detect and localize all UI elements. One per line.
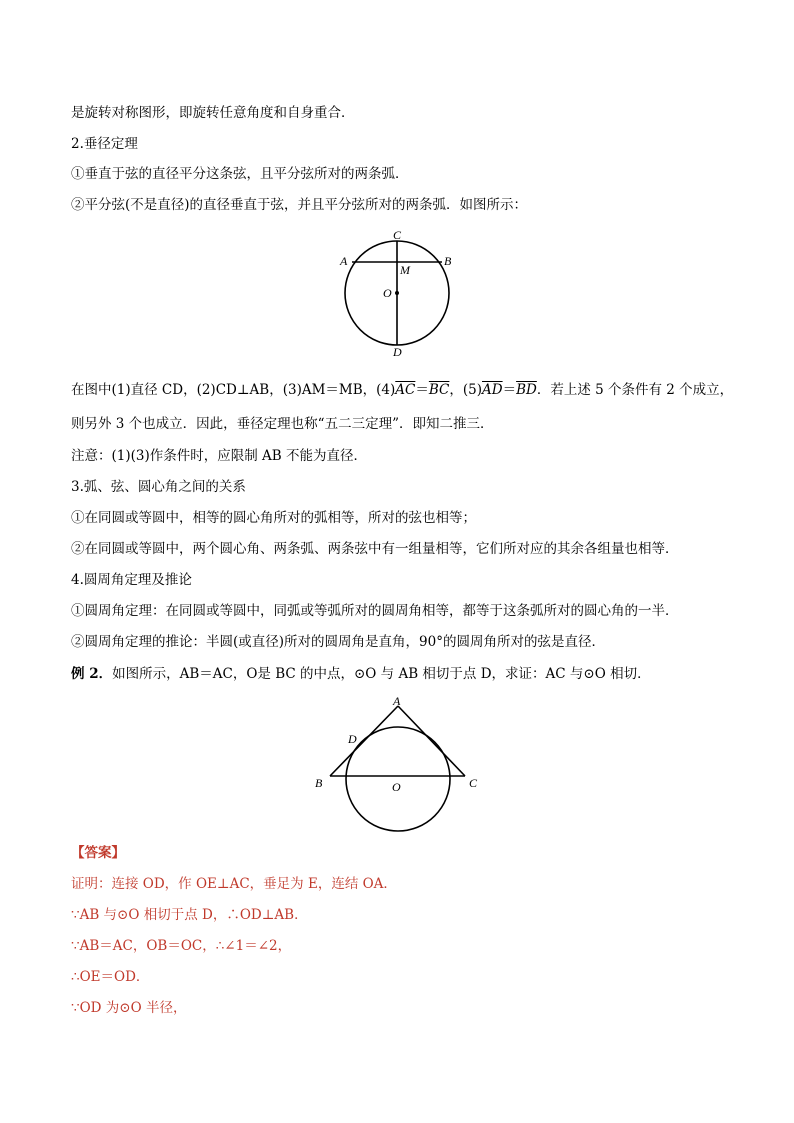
label-d: D bbox=[348, 732, 357, 746]
label-d: D bbox=[393, 345, 402, 359]
text-line: 则另外 3 个也成立．因此，垂径定理也称“五二三定理”．即知二推三． bbox=[71, 416, 494, 432]
text-line-conditions: 在图中(1)直径 CD，(2)CD⊥AB，(3)AM＝MB，$(4)\overline{AC}=\overline{BC}$，$(5)\overline{AD}=\overline{BD}$．若上述 5 个条件有 2 个成立， bbox=[71, 382, 734, 398]
arc-bd: $\overline{BD}$ bbox=[516, 382, 537, 398]
text-line: 是旋转对称图形，即旋转任意角度和自身重合． bbox=[71, 105, 355, 121]
label-m: M bbox=[400, 263, 410, 277]
label-a: A bbox=[340, 254, 348, 268]
section-heading: 2.垂径定理 bbox=[71, 136, 138, 152]
example-label: 例 2． bbox=[71, 666, 113, 682]
circle-o bbox=[346, 727, 450, 831]
label-o: O bbox=[383, 286, 392, 300]
text-line: ②平分弦(不是直径)的直径垂直于弦，并且平分弦所对的两条弧．如图所示： bbox=[71, 197, 528, 213]
label-c: C bbox=[469, 776, 478, 790]
side-ac bbox=[398, 706, 465, 776]
text-line: ②圆周角定理的推论：半圆(或直径)所对的圆周角是直角，90°的圆周角所对的弦是直径． bbox=[71, 634, 605, 650]
answer-line: 证明：连接 OD，作 OE⊥AC，垂足为 E，连结 OA． bbox=[71, 876, 397, 892]
answer-line: ∴OE＝OD． bbox=[71, 969, 150, 985]
answer-line: ∵AB 与⊙O 相切于点 D，∴OD⊥AB． bbox=[71, 907, 308, 923]
section-heading: 3.弧、弦、圆心角之间的关系 bbox=[71, 479, 246, 495]
text-line: ①在同圆或等圆中，相等的圆心角所对的弧相等，所对的弦也相等； bbox=[71, 510, 476, 526]
arc-bc: $\overline{BC}$ bbox=[428, 382, 450, 398]
label-c: C bbox=[393, 228, 402, 242]
center-point bbox=[395, 291, 399, 295]
example-line: 例 2．如图所示，AB＝AC，O是 BC 的中点，⊙O 与 AB 相切于点 D，求证：AC 与⊙O 相切． bbox=[71, 666, 651, 682]
figure-tangent-triangle bbox=[310, 693, 490, 833]
label-b: B bbox=[444, 254, 452, 268]
label-o: O bbox=[392, 780, 401, 794]
figure-perpendicular-diameter bbox=[330, 226, 470, 362]
text-line: ①垂直于弦的直径平分这条弦，且平分弦所对的两条弧． bbox=[71, 166, 409, 182]
label-b: B bbox=[315, 776, 323, 790]
side-ab bbox=[330, 706, 398, 776]
text-line: ②在同圆或等圆中，两个圆心角、两条弧、两条弦中有一组量相等，它们所对应的其余各组量也相等． bbox=[71, 541, 679, 557]
answer-label: 【答案】 bbox=[71, 845, 125, 861]
text-line: ①圆周角定理：在同圆或等圆中，同弧或等弧所对的圆周角相等，都等于这条弧所对的圆心角的一半． bbox=[71, 603, 679, 619]
text-line: 注意：(1)(3)作条件时，应限制 AB 不能为直径． bbox=[71, 448, 367, 464]
arc-ac: $\overline{AC}$ bbox=[395, 382, 416, 398]
arc-ad: $\overline{AD}$ bbox=[482, 382, 503, 398]
label-a: A bbox=[393, 694, 401, 708]
section-heading: 4.圆周角定理及推论 bbox=[71, 572, 192, 588]
answer-line: ∵OD 为⊙O 半径， bbox=[71, 1000, 187, 1016]
answer-line: ∵AB＝AC，OB＝OC，∴∠1＝∠2， bbox=[71, 938, 292, 954]
